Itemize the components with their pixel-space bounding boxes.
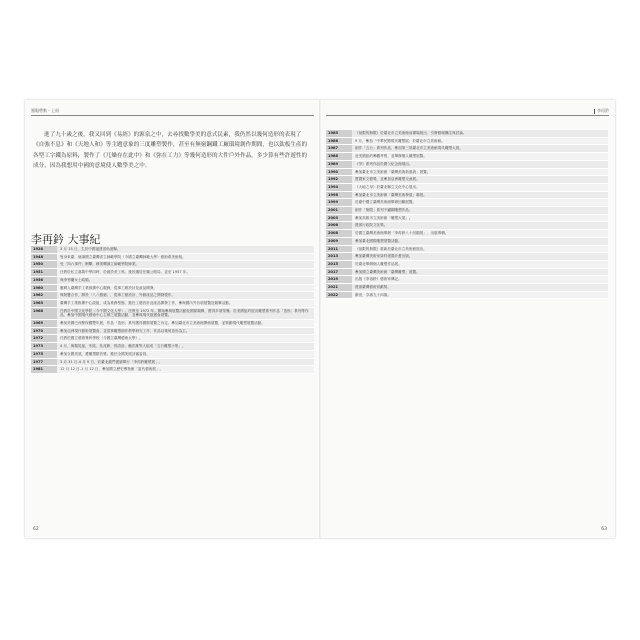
timeline-year: 1972 xyxy=(31,335,57,342)
timeline-row xyxy=(31,277,314,285)
timeline-row xyxy=(326,215,608,223)
timeline-row xyxy=(31,285,314,293)
timeline-year: 2022 xyxy=(326,292,352,299)
timeline-row xyxy=(326,261,608,269)
timeline-right xyxy=(326,130,608,299)
timeline-year: 1987 xyxy=(326,145,352,152)
timeline-event: 赴美國紐約參觀考察，並舉辦個人雕塑展覽。 xyxy=(352,153,608,160)
timeline-row xyxy=(31,320,314,328)
timeline-year: 1992 xyxy=(326,176,352,183)
timeline-event: 應聘入臺灣手工業推廣中心服務，從事工藝設計及產品開發。 xyxy=(57,285,314,292)
timeline-event: 創作「無限」系列不鏽鋼雕塑作品。 xyxy=(352,207,608,214)
timeline-row xyxy=(326,269,608,277)
timeline-year: 1986 xyxy=(326,138,352,145)
timeline-year: 1962 xyxy=(31,292,57,299)
timeline-event: 《大地之母》於臺北縣立文化中心展出。 xyxy=(352,184,608,191)
page-number-left: 62 xyxy=(33,527,39,532)
timeline-event: 隻身來臺，就讀國立臺灣省立師範學院（今國立臺灣師範大學）藝術系美術組。 xyxy=(57,254,314,261)
timeline-row xyxy=(31,308,314,320)
timeline-event: 獲國家文藝獎，並參加亞洲雕塑交流展。 xyxy=(352,176,608,183)
timeline-year: 2011 xyxy=(326,246,352,253)
timeline-row xyxy=(326,276,608,284)
timeline-year: 2013 xyxy=(326,253,352,260)
timeline-event: 參加美國巴西聖保羅雙年展，作品「造形」系列獲得國際展覽之肯定。參加臺北市立美術館開館展覽，並策劃現代雕塑展覽活動。 xyxy=(57,320,314,327)
running-head-right: 李再鈐 xyxy=(594,108,609,114)
book-spread xyxy=(25,100,615,538)
timeline-row xyxy=(326,207,608,215)
timeline-year: 1969 xyxy=(31,320,57,327)
timeline-event: 3 月 15 日，生於中國福建省仙遊縣。 xyxy=(57,246,314,253)
timeline-year: 2019 xyxy=(326,276,352,283)
timeline-row xyxy=(31,261,314,269)
timeline-year: 2008 xyxy=(326,230,352,237)
timeline-row xyxy=(31,351,314,359)
timeline-event: 臺灣手工業推廣中心改組，成為業務型態，擔任工藝設計及產品開發工作，參與國內外各項展覽及競賽活動。 xyxy=(57,300,314,307)
timeline-row xyxy=(326,130,608,138)
timeline-event: 《孕》系列作品於國父紀念館展出。 xyxy=(352,161,608,168)
timeline-event: 參加臺灣美術家資料建置計畫出版。 xyxy=(352,253,608,260)
timeline-row xyxy=(31,328,314,336)
timeline-event: 參加臺北市立美術館「臺灣美術新風貌」展覽。 xyxy=(352,169,608,176)
page-number-right: 63 xyxy=(601,527,607,532)
timeline-event: 任教於國立藝術專科學校（今國立臺灣藝術大學）。 xyxy=(57,335,314,342)
timeline-row xyxy=(326,253,608,261)
timeline-row xyxy=(326,176,608,184)
timeline-row xyxy=(31,359,314,367)
timeline-event: 出版《李再鈐》藝術家傳記。 xyxy=(352,276,608,283)
timeline-row xyxy=(326,246,608,254)
timeline-year: 2009 xyxy=(326,238,352,245)
timeline-year: 1948 xyxy=(31,254,57,261)
timeline-row xyxy=(326,161,608,169)
timeline-row xyxy=(326,169,608,177)
timeline-year: 1968 xyxy=(31,308,57,319)
timeline-year: 1977 xyxy=(31,359,57,366)
timeline-row xyxy=(31,246,314,254)
timeline-year: 1950 xyxy=(31,261,57,268)
timeline-event: 9 月，參加「中華民國現代雕塑展」於臺北市立美術館。 xyxy=(352,138,608,145)
timeline-event: 獲頒臺灣藝術貢獻獎。 xyxy=(352,284,608,291)
timeline-row xyxy=(326,238,608,246)
timeline-year: 2001 xyxy=(326,207,352,214)
timeline-event: 於國立臺灣美術館舉辦「李再鈐八十回顧展」，出版專輯。 xyxy=(352,230,608,237)
timeline-year: 1970 xyxy=(31,328,57,335)
timeline-year: 1928 xyxy=(31,246,57,253)
timeline-row xyxy=(326,192,608,200)
timeline-event: 獲頒行政院文化獎。 xyxy=(352,222,608,229)
timeline-event: 於臺中國立臺灣美術館舉辦回顧展覽。 xyxy=(352,199,608,206)
timeline-row xyxy=(31,335,314,343)
header-rule xyxy=(326,115,609,116)
timeline-event: 《低限的無限》於臺北市立美術館前廣場展出，引發藝壇關注與討論。 xyxy=(352,130,608,137)
intro-paragraph: 進了九十歲之後，我又回到《易經》的源泉之中，去尋找數學美的意式民素，我仍然以幾何造形的表現了《自強不息》和《天地人和》等主題意象的三度雕塑製作，甚至有無窮鋼鐵工廠環境創作期間，也以鈦板生產的各型工字鐵為原料，製作了《兀燥存在此中》和《弥在工力》等幾何造形的大件戶外作品，多少算有些許遊性的成分，因為我想用中國的意境使人數學美之中。 xyxy=(33,131,308,170)
timeline-row xyxy=(326,184,608,192)
timeline-row xyxy=(326,145,608,153)
timeline-year: 1973 xyxy=(31,343,57,350)
timeline-row xyxy=(326,153,608,161)
timeline-row xyxy=(326,230,608,238)
timeline-event: 12 月 12 日-1 月 12 日，參加國立歷史博物館「當代藝術展」。 xyxy=(57,366,314,373)
timeline-row xyxy=(31,300,314,308)
timeline-row xyxy=(326,222,608,230)
timeline-year: 1956 xyxy=(31,277,57,284)
timeline-event: 辭世，享壽九十四歲。 xyxy=(352,292,608,299)
timeline-year: 2003 xyxy=(326,215,352,222)
timeline-event: 參加國立臺灣美術館「臺灣雕塑」展覽。 xyxy=(352,269,608,276)
timeline-event: 參加高雄市立美術館「雕塑大展」。 xyxy=(352,215,608,222)
timeline-event: 參加臺北國際雕塑展覽活動。 xyxy=(352,238,608,245)
left-page xyxy=(25,100,320,538)
section-title: 李再鈐 大事紀 xyxy=(31,233,101,246)
timeline-year: 1996 xyxy=(326,192,352,199)
timeline-year: 1985 xyxy=(326,130,352,137)
timeline-row xyxy=(326,138,608,146)
timeline-year: 1990 xyxy=(326,169,352,176)
timeline-year: 1951 xyxy=(31,269,57,276)
timeline-row xyxy=(31,254,314,262)
timeline-year: 1999 xyxy=(326,199,352,206)
timeline-row xyxy=(31,343,314,351)
timeline-row xyxy=(31,292,314,300)
timeline-event: 任教於私立嘉義中學同時，於創設美工科。後因遷居任職公路局，並至 1957 年。 xyxy=(57,269,314,276)
header-rule xyxy=(31,115,314,116)
timeline-event: 參加亞洲現代藝術展覽會，並從事雕塑創作教學研究工作，作品以幾何造形為主。 xyxy=(57,328,314,335)
timeline-year: 2006 xyxy=(326,222,352,229)
right-page xyxy=(320,100,615,538)
timeline-year: 2015 xyxy=(326,261,352,268)
timeline-year: 1989 xyxy=(326,161,352,168)
timeline-event: 參加臺北市立美術館「臺灣美術發展」聯展。 xyxy=(352,192,608,199)
timeline-year: 1994 xyxy=(326,184,352,191)
timeline-year: 1981 xyxy=(31,366,57,373)
running-head-left: 鳳眼帶動・上冊 xyxy=(31,108,59,113)
timeline-event: 創作「五行」系列作品，參加第三屆臺北市立美術館現代雕塑大展。 xyxy=(352,145,608,152)
timeline-year: 1960 xyxy=(31,285,57,292)
timeline-event: 3 月 31 日-4 月 9 日，於臺北龍門畫廊舉行「李再鈐雕塑展」。 xyxy=(57,359,314,366)
timeline-year: 1963 xyxy=(31,300,57,307)
timeline-row xyxy=(326,284,608,292)
timeline-event: 於臺北舉辦個人雕塑作品展。 xyxy=(352,261,608,268)
timeline-year: 2021 xyxy=(326,284,352,291)
timeline-event: 任教於中國文化學院（今中國文化大學）。任教至 1972 年。開始參與展覽活動及國際競賽，獲得多項榮譽。於美國紐約展出雕塑系列作品「造形」系列等作品，參加中國現代藝術中心主辦之展覽活動，並參與現代版畫會展覽。 xyxy=(57,308,314,319)
timeline-event: 參加全國美展，獲雕塑類首獎。擔任全國美展評審委員。 xyxy=(57,351,314,358)
timeline-row xyxy=(326,292,608,300)
timeline-event: 受「四六事件」衝擊，肄業轉讀立師範學院肄業。 xyxy=(57,261,314,268)
timeline-year: 1975 xyxy=(31,351,57,358)
timeline-event: 《低限的無限》重新於臺北市立美術館展出。 xyxy=(352,246,608,253)
timeline-row xyxy=(31,366,314,374)
timeline-year: 2017 xyxy=(326,269,352,276)
timeline-left xyxy=(31,246,314,374)
timeline-row xyxy=(326,199,608,207)
timeline-event: 與阿寶合作，開設「八八藝廊」，從事工藝設計、外銷產品之開發製作。 xyxy=(57,292,314,299)
timeline-event: 與李秀蘭女士結婚。 xyxy=(57,277,314,284)
timeline-row xyxy=(31,269,314,277)
timeline-year: 1988 xyxy=(326,153,352,160)
timeline-event: 4 月，與楊英風、朱銘、吳兆賢、郭清治、賴武雄等人組成「五行雕塑小集」。 xyxy=(57,343,314,350)
